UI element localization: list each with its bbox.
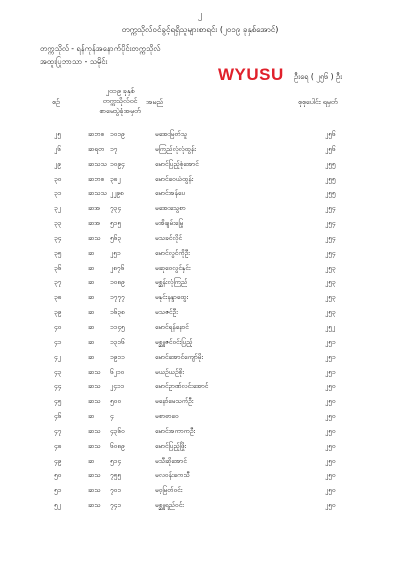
total-marks: ၂၅၅ (325, 174, 336, 183)
student-name: မအိချမ်းမြေ့ (155, 219, 184, 228)
table-row (0, 366, 400, 381)
row-number: ၅၂ (54, 501, 61, 510)
total-count: ဦးရေ ( ၂၅၆ ) ဦး (294, 72, 343, 81)
header-no: စဉ် (52, 98, 60, 106)
roll-number: ၁၀၁၉ (110, 130, 125, 138)
roll-code: ဆ (88, 278, 95, 287)
total-marks: ၂၅၅ (325, 159, 336, 168)
roll-code: ဆသ (88, 382, 101, 391)
roll-number: ၆၀၈၉ (110, 441, 125, 450)
row-number: ၅၁ (54, 486, 62, 495)
roll-number: ၇၀၁ (110, 486, 121, 495)
table-row (0, 173, 400, 188)
row-number: ၃၆ (54, 263, 62, 272)
total-marks: ၂၅၃ (325, 263, 336, 272)
student-name: မလဝန်းကေသီ (155, 471, 190, 480)
row-number: ၂၅ (54, 130, 61, 138)
row-number: ၄၈ (54, 441, 62, 450)
total-marks: ၂၅၄ (325, 248, 336, 257)
row-number: ၄၉ (54, 456, 62, 465)
student-name: မအေးသွေစာ (155, 204, 186, 213)
roll-number: ၂၅၁ (110, 248, 121, 257)
total-marks: ၂၅၀ (325, 397, 336, 406)
roll-code: ဆ (88, 456, 95, 465)
roll-code: ဆ (88, 263, 95, 272)
table-row (0, 276, 400, 291)
roll-number: ၇၃၄ (110, 204, 121, 213)
roll-number: ၇၅၅ (110, 471, 121, 480)
university-line: တက္ကသိုလ် - ရန်ကုန်အနောက်ပိုင်းတက္ကသိုလ် (40, 44, 161, 53)
row-number: ၄၄ (54, 382, 62, 391)
student-name: မောင်လွင်ကိုဦး (155, 248, 190, 257)
student-name: မသီဆိုအောင် (155, 456, 187, 465)
row-number: ၅၀ (54, 471, 62, 480)
student-name: မနော်မေသက်ဦး (155, 397, 194, 406)
total-marks: ၂၅၀ (325, 486, 336, 495)
table-row (0, 217, 400, 232)
total-marks: ၂၅၂ (325, 322, 336, 331)
roll-number: ၁၃၁၆ (110, 337, 125, 346)
roll-number: ၂၂၉၈ (110, 189, 124, 198)
roll-number: ၄ (110, 412, 114, 421)
student-name: မသခင်လိုင် (155, 233, 182, 242)
roll-code: ဆသ (88, 397, 101, 406)
total-marks: ၂၅၀ (325, 471, 336, 480)
roll-code: ဆအ (88, 219, 101, 228)
row-number: ၃၅ (54, 248, 62, 257)
student-name: မနုင်းနန္ဒာထွေး (155, 293, 189, 302)
header-roll-number (92, 86, 148, 116)
table-row (0, 321, 400, 336)
student-name: မစ္ဆူရည်ဝင်း (155, 501, 184, 510)
total-marks: ၂၅၀ (325, 412, 336, 421)
roll-code: ဆ (88, 352, 95, 361)
roll-code: ဆ (88, 322, 95, 331)
row-number: ၃၇ (54, 278, 62, 287)
roll-number: ၁၀၈၉ (110, 278, 125, 287)
table-row (0, 232, 400, 247)
student-name: မောင်ပြည့်စုံအောင် (155, 159, 199, 168)
roll-number: ၂၈၇၆ (110, 263, 125, 272)
roll-number: ၁၁၄၅ (110, 322, 125, 331)
row-number: ၂၆ (54, 144, 61, 153)
roll-code: ဆ (88, 248, 95, 257)
roll-number: ၂၄၁၁ (110, 382, 125, 391)
student-name: မောင်အောင်ကျော်မိုး (155, 352, 203, 361)
student-name: မောင်ရန်နောင် (155, 322, 189, 331)
page-title: တက္ကသိုလ်ဝင်ခွင့်ရရှိသူများစာရင်း (၂၀၁၉ ခုနှစ်အောင်) (121, 25, 279, 34)
roll-code: ဆ (88, 308, 95, 317)
total-marks: ၂၅၄ (325, 233, 336, 242)
roll-code: ဆဘစ (88, 130, 105, 138)
roll-number: ၃၈၂ (110, 174, 121, 183)
roll-code: ဆသ (88, 367, 101, 376)
total-marks: ၂၅၄ (325, 204, 336, 213)
roll-code: ဆအ (88, 204, 101, 213)
roll-number: ၆၂၁၀ (110, 367, 125, 376)
student-name: မစာဓာဝေ (155, 412, 179, 421)
row-number: ၃၈ (54, 293, 62, 302)
total-marks: ၂၅၀ (325, 501, 336, 510)
student-name: မောင်ဝေယံထွန်း (155, 174, 194, 183)
roll-code: ဆ (88, 293, 95, 302)
row-number: ၃၀ (54, 174, 62, 183)
table-row (0, 380, 400, 395)
row-number: ၄၅ (54, 397, 62, 406)
roll-code: ဆ (88, 412, 95, 421)
row-number: ၃၃ (54, 219, 62, 228)
table-row (0, 425, 400, 440)
row-number: ၂၉ (54, 159, 61, 168)
page-number: ၂ (197, 10, 203, 20)
header-roll-line3: စာမေးပွဲခုံအမှတ် (99, 107, 141, 115)
total-marks: ၂၅၄ (325, 219, 336, 228)
total-marks: ၂၅၀ (325, 441, 336, 450)
table-row (0, 351, 400, 366)
roll-code: ဆသ (88, 426, 101, 435)
roll-number: ၅၆၃ (110, 233, 121, 242)
roll-number: ၁၇၇၇ (110, 293, 125, 302)
table-row (0, 247, 400, 262)
table-row (0, 484, 400, 499)
roll-code: ဆသ (88, 501, 101, 510)
table-row (0, 469, 400, 484)
row-number: ၄၇ (54, 426, 62, 435)
row-number: ၄၂ (54, 352, 61, 361)
roll-number: ၅၁၅ (110, 219, 121, 228)
row-number: ၃၉ (54, 308, 62, 317)
roll-code: ဆသ (88, 471, 101, 480)
roll-number: ၁၇ (110, 144, 118, 153)
student-name: မစ္ဆန်းလုံကြည် (155, 278, 188, 287)
table-row (0, 499, 400, 514)
student-name: မစ္ဆူဇင်ဝင်းပြည့် (155, 337, 193, 346)
total-marks: ၂၅၃ (325, 278, 336, 287)
watermark-logo: WYUSU (218, 65, 284, 84)
row-number: ၃၄ (54, 233, 62, 242)
roll-code: ဆ (88, 337, 95, 346)
table-row (0, 440, 400, 455)
table-row (0, 143, 400, 158)
table-row (0, 128, 400, 143)
table-row (0, 306, 400, 321)
student-name: မသဇင်ဦး (155, 308, 178, 317)
student-name: မဆုဝေလွင်နှင်း (155, 263, 191, 272)
student-name: မကြည်လုံလုံထွန်း (155, 144, 196, 153)
header-roll-line1: ၂၀၁၉ ခုနှစ် (105, 87, 135, 95)
table-row (0, 410, 400, 425)
total-marks: ၂၅၅ (325, 189, 336, 198)
student-name: မောင်ဥာဏ်လင်းအောင် (155, 382, 209, 391)
roll-number: ၅၀၀ (110, 397, 121, 406)
header-roll-line2: တက္ကသိုလ်ဝင် (102, 97, 138, 105)
table-row (0, 336, 400, 351)
table-row (0, 395, 400, 410)
table-row (0, 455, 400, 470)
roll-code: ဆသသ (88, 159, 107, 168)
roll-code: ဆရတ (88, 144, 105, 153)
roll-code: ဆသ (88, 233, 101, 242)
row-number: ၄၁ (54, 337, 62, 346)
total-marks: ၂၅၁ (325, 337, 336, 346)
total-marks: ၂၅၃ (325, 308, 336, 317)
roll-code: ဆသသ (88, 189, 107, 198)
table-row (0, 262, 400, 277)
row-number: ၄၆ (54, 412, 62, 421)
student-name: မောင်အကာကဦး (155, 426, 196, 435)
roll-code: ဆသ (88, 486, 101, 495)
row-number: ၃၁ (54, 189, 62, 198)
table-row (0, 291, 400, 306)
row-number: ၃၂ (54, 204, 61, 213)
student-name: မောင်ပြည့်ဖြိုး (155, 441, 187, 450)
specialization-line: အထူးပြုဘာသာ - သမိုင်း (40, 57, 108, 66)
roll-number: ၁၆၃၈ (110, 308, 125, 317)
roll-number: ၇၄၁ (110, 501, 121, 510)
total-marks: ၂၅၀ (325, 426, 336, 435)
row-number: ၄၀ (54, 322, 62, 331)
total-marks: ၂၅၁ (325, 352, 336, 361)
student-name: မောင်အန်ပေ (155, 189, 186, 198)
student-name: မယဉ်ယဉ်စိုး (155, 367, 184, 376)
total-marks: ၂၅၀ (325, 456, 336, 465)
roll-code: ဆသ (88, 441, 101, 450)
results-table (0, 128, 400, 514)
roll-number: ၅၁၄ (110, 456, 121, 465)
roll-code: ဆဘစ (88, 174, 105, 183)
total-marks: ၂၅၀ (325, 382, 336, 391)
total-marks: ၂၅၆ (325, 144, 336, 153)
roll-number: ၁၀၉၄ (110, 159, 125, 168)
total-marks: ၂၅၃ (325, 293, 336, 302)
roll-number: ၁၉၁၁ (110, 352, 125, 361)
table-row (0, 158, 400, 173)
student-name: မအေးမြတ်သူ (155, 130, 188, 138)
roll-number: ၄၃၆၀ (110, 426, 125, 435)
header-total-marks: စုစုပေါင်း ရမှတ် (298, 98, 338, 106)
table-row (0, 187, 400, 202)
row-number: ၄၃ (54, 367, 62, 376)
student-name: မဝ့မြတ်ဝင်း (155, 486, 183, 495)
header-name: အမည် (146, 98, 164, 106)
total-marks: ၂၅၁ (325, 367, 336, 376)
table-row (0, 202, 400, 217)
total-marks: ၂၅၆ (325, 130, 336, 138)
